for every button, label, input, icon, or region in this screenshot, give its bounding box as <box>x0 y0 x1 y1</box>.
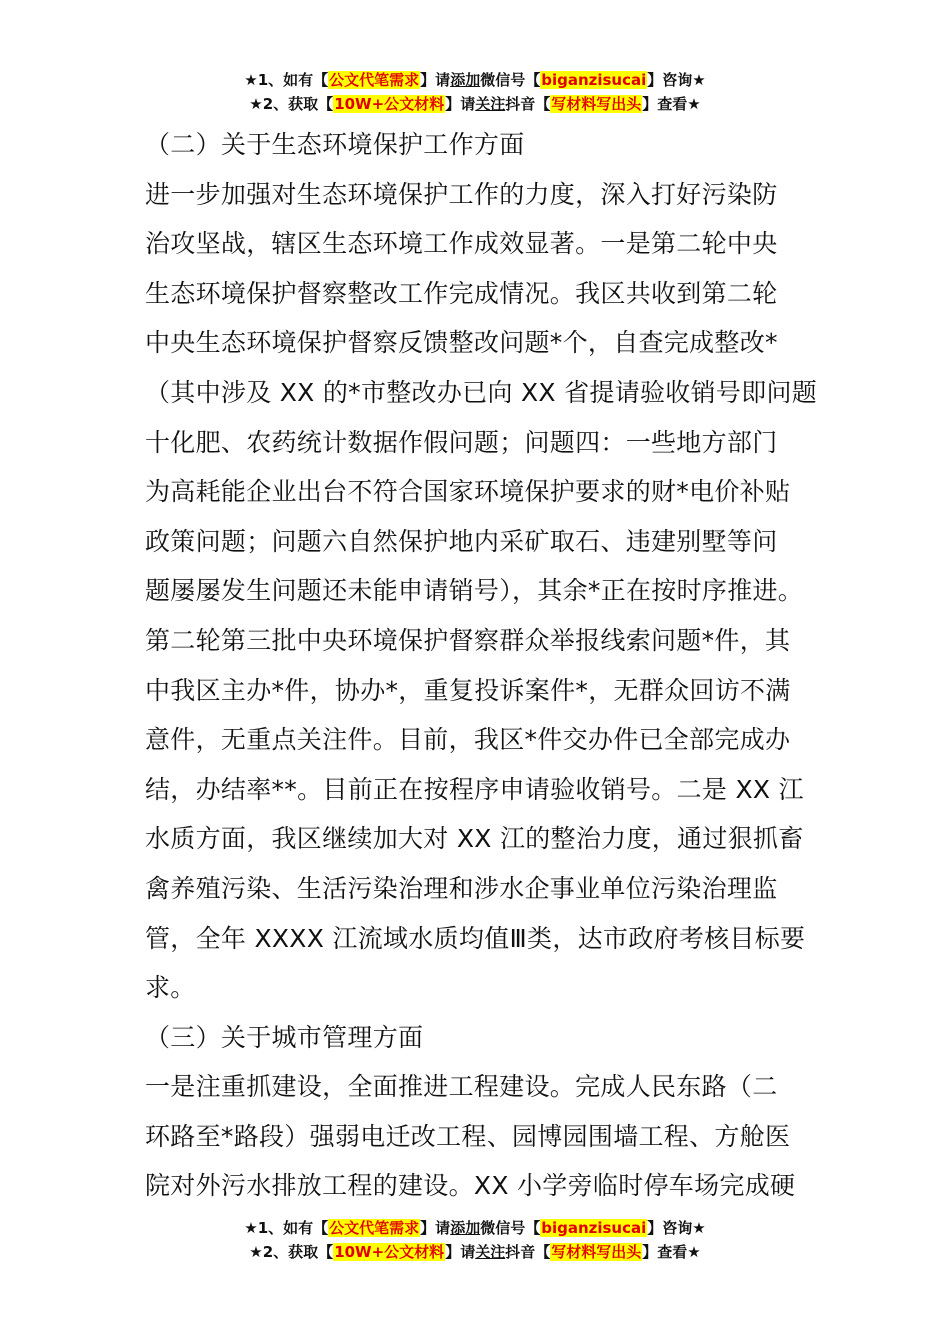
text-line: 结，办结率**。目前正在按程序申请验收销号。二是 XX 江 <box>145 774 804 804</box>
banner-line-2 <box>0 92 950 116</box>
banner-text: 抖音【 <box>505 95 551 113</box>
text-line: 十化肥、农药统计数据作假问题；问题四：一些地方部门 <box>145 427 778 457</box>
text-line: 为高耗能企业出台不符合国家环境保护要求的财*电价补贴 <box>145 477 791 507</box>
highlight-materials: 10W+公文材料 <box>334 95 445 113</box>
star-icon: ★ <box>249 1243 263 1261</box>
banner-text: 1、如有【 <box>257 1219 329 1237</box>
text-line: 求。 <box>145 973 196 1003</box>
bottom-banner <box>0 1216 950 1264</box>
banner-text: 微信号【 <box>480 1219 541 1237</box>
banner-text: 】咨询★ <box>647 1219 706 1237</box>
banner-text: 1、如有【 <box>257 71 329 89</box>
text-line: 中我区主办*件，协办*，重复投诉案件*，无群众回访不满 <box>145 675 791 705</box>
banner-underlined: 添加 <box>450 71 481 89</box>
banner-text: 】请 <box>420 71 451 89</box>
text-line: （其中涉及 XX 的*市整改办已向 XX 省提请验收销号即问题 <box>145 377 818 407</box>
banner-text: 】请 <box>445 95 476 113</box>
text-line: 生态环境保护督察整改工作完成情况。我区共收到第二轮 <box>145 278 778 308</box>
banner-text: 抖音【 <box>505 1243 551 1261</box>
highlight-wechat-id: biganzisucai <box>541 71 647 89</box>
banner-underlined: 关注 <box>475 1243 506 1261</box>
text-line: 治攻坚战，辖区生态环境工作成效显著。一是第二轮中央 <box>145 229 778 259</box>
banner-text: 2、获取【 <box>262 1243 334 1261</box>
banner-text: 】请 <box>445 1243 476 1261</box>
text-line: 环路至*路段）强弱电迁改工程、园博园围墙工程、方舱医 <box>145 1121 791 1151</box>
banner-text: 】咨询★ <box>647 71 706 89</box>
banner-text: 】查看★ <box>642 95 701 113</box>
banner-text: 】查看★ <box>642 1243 701 1261</box>
text-line: 政策问题；问题六自然保护地内采矿取石、违建别墅等问 <box>145 526 778 556</box>
banner-line-1 <box>0 1216 950 1240</box>
banner-underlined: 关注 <box>475 95 506 113</box>
text-line: 院对外污水排放工程的建设。XX 小学旁临时停车场完成硬 <box>145 1171 796 1201</box>
banner-text: 】请 <box>420 1219 451 1237</box>
banner-line-1 <box>0 68 950 92</box>
highlight-materials: 10W+公文材料 <box>334 1243 445 1261</box>
banner-line-2 <box>0 1240 950 1264</box>
text-line: 意件，无重点关注件。目前，我区*件交办件已全部完成办 <box>145 725 791 755</box>
highlight-wechat-id: biganzisucai <box>541 1219 647 1237</box>
highlight-douyin: 写材料写出头 <box>551 1243 642 1261</box>
text-line: 禽养殖污染、生活污染治理和涉水企事业单位污染治理监 <box>145 873 778 903</box>
text-line: 管，全年 XXXX 江流域水质均值Ⅲ类，达市政府考核目标要 <box>145 923 806 953</box>
text-line: 一是注重抓建设，全面推进工程建设。完成人民东路（二 <box>145 1072 778 1102</box>
section-heading: （二）关于生态环境保护工作方面 <box>145 130 525 159</box>
text-line: 进一步加强对生态环境保护工作的力度，深入打好污染防 <box>145 179 778 209</box>
text-line: 第二轮第三批中央环境保护督察群众举报线索问题*件，其 <box>145 625 791 655</box>
top-banner <box>0 68 950 116</box>
highlight-service: 公文代笔需求 <box>329 1219 420 1237</box>
highlight-douyin: 写材料写出头 <box>551 95 642 113</box>
section-heading: （三）关于城市管理方面 <box>145 1022 424 1052</box>
document-body <box>145 120 825 1211</box>
star-icon: ★ <box>244 1219 258 1237</box>
banner-underlined: 添加 <box>450 1219 481 1237</box>
text-line: 中央生态环境保护督察反馈整改问题*个，自查完成整改* <box>145 328 778 358</box>
banner-text: 微信号【 <box>480 71 541 89</box>
text-line: 题屡屡发生问题还未能申请销号），其余*正在按时序推进。 <box>145 576 804 606</box>
banner-text: 2、获取【 <box>262 95 334 113</box>
highlight-service: 公文代笔需求 <box>329 71 420 89</box>
star-icon: ★ <box>244 71 258 89</box>
star-icon: ★ <box>249 95 263 113</box>
text-line: 水质方面，我区继续加大对 XX 江的整治力度，通过狠抓畜 <box>145 824 804 854</box>
